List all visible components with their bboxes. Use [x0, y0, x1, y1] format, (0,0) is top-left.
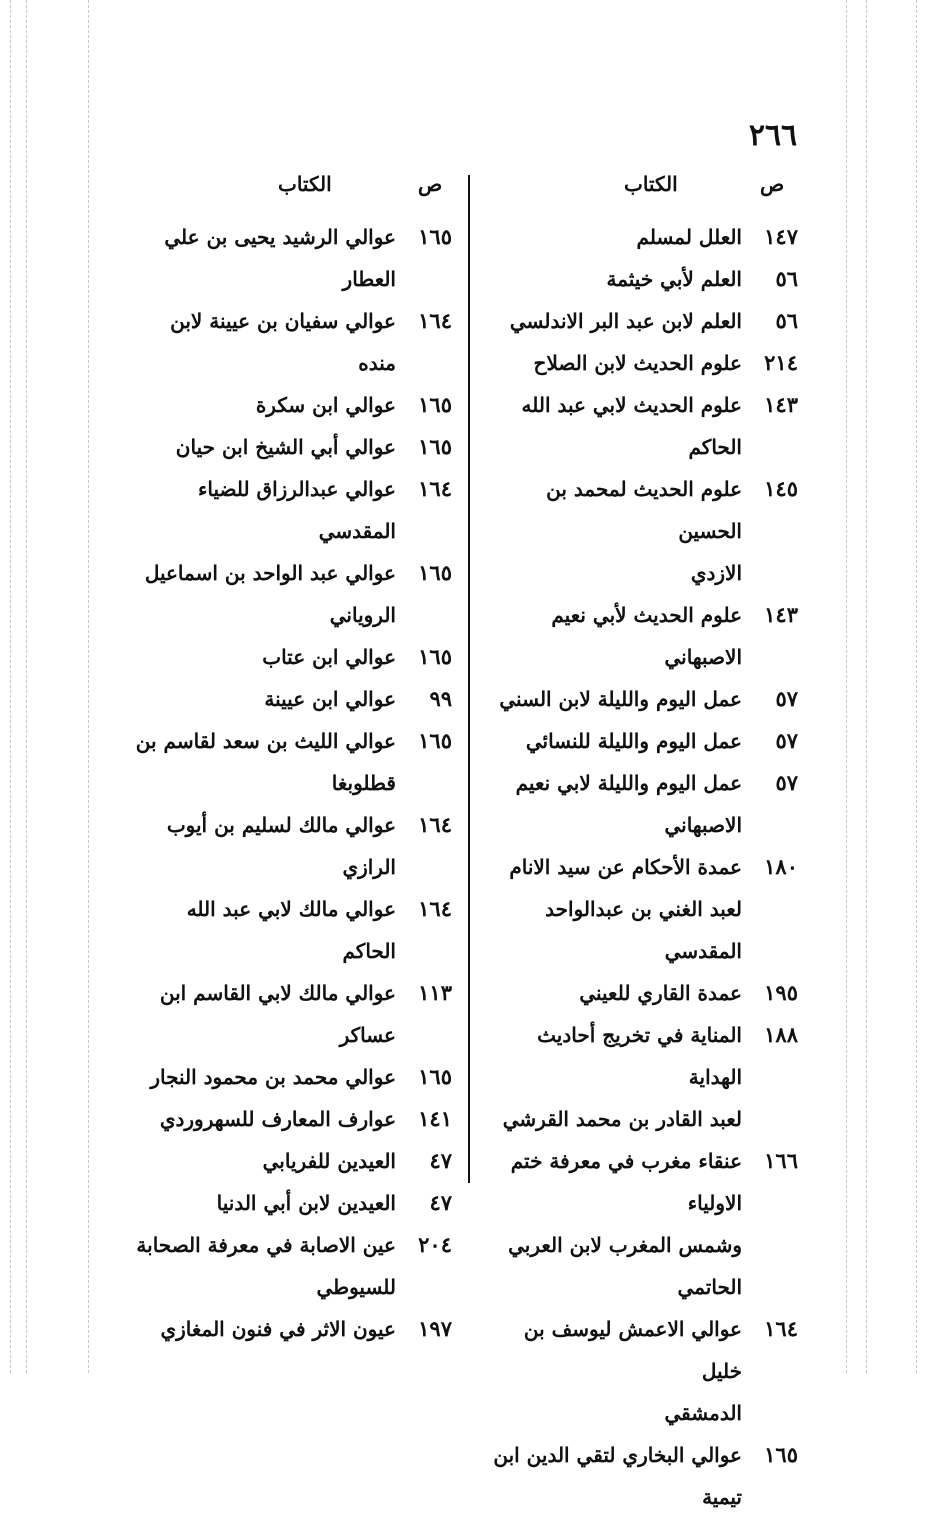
entry-title [486, 1434, 742, 1518]
entry-page-number: ١٦٥ [764, 1442, 798, 1467]
index-entry [128, 804, 452, 888]
left-header-page: ص [418, 172, 443, 196]
scan-margin-line [26, 0, 27, 1373]
entry-page-number: ١١٣ [418, 980, 452, 1005]
entry-title-line: عمل اليوم والليلة لابي نعيم الاصبهاني [515, 771, 742, 837]
index-entry [128, 552, 452, 636]
entry-page-number: ١٦٤ [418, 308, 452, 333]
entry-page-number: ٩٩ [429, 686, 452, 711]
index-entry [486, 468, 798, 594]
entry-title-line: علوم الحديث لمحمد بن الحسين [546, 477, 742, 543]
index-entry [486, 720, 798, 762]
entry-page-number: ١٤٣ [764, 602, 798, 627]
entry-title-continuation: لعبد الغني بن عبدالواحد المقدسي [545, 897, 742, 963]
entry-title [486, 762, 742, 846]
entry-page-number: ٥٦ [775, 308, 798, 333]
entry-title-continuation: تيمية [702, 1485, 742, 1509]
entry-title-continuation: عساكر [339, 1023, 396, 1047]
entry-title-line: عوارف المعارف للسهروردي [159, 1107, 396, 1131]
index-entry [486, 1140, 798, 1308]
index-entry [128, 1140, 452, 1182]
entry-page-number: ١٦٤ [418, 476, 452, 501]
entry-title-line: عوالي ابن عتاب [262, 645, 396, 669]
entry-title-continuation: للسيوطي [316, 1275, 396, 1299]
entry-title-line: عوالي البخاري لتقي الدين ابن [493, 1443, 742, 1467]
entry-page-number: ١٨٠ [764, 854, 798, 879]
index-entry [486, 216, 798, 258]
index-entry [486, 1434, 798, 1518]
index-entry [486, 678, 798, 720]
entry-title-line: العلل لمسلم [636, 225, 742, 249]
entry-title-line: عوالي سفيان بن عيينة لابن منده [170, 309, 396, 375]
entry-title-line: العلم لأبي خيثمة [606, 267, 742, 291]
index-entry [128, 1056, 452, 1098]
index-entry [486, 762, 798, 846]
entry-title [128, 888, 396, 972]
index-entry [128, 636, 452, 678]
entry-title-line: عوالي مالك لابي عبد الله الحاكم [186, 897, 396, 963]
entry-page-number: ١٨٨ [764, 1022, 798, 1047]
entry-page-number: ١٦٥ [418, 1064, 452, 1089]
entry-page-number: ١٦٥ [418, 560, 452, 585]
entry-title-continuation: الازدي [690, 561, 742, 585]
index-entry [128, 720, 452, 804]
entry-page-number: ١٤٣ [764, 392, 798, 417]
index-entry [128, 384, 452, 426]
index-entry [128, 888, 452, 972]
entry-title [486, 258, 742, 300]
entry-title-line: عوالي محمد بن محمود النجار [150, 1065, 396, 1089]
entry-title [486, 846, 742, 972]
entry-title [486, 342, 742, 384]
entry-title [128, 1140, 396, 1182]
entry-title-line: العلم لابن عبد البر الاندلسي [509, 309, 742, 333]
entry-title [128, 1182, 396, 1224]
entry-title [486, 1308, 742, 1434]
entry-title-continuation: وشمس المغرب لابن العربي الحاتمي [508, 1233, 742, 1299]
entry-title-line: عنقاء مغرب في معرفة ختم الاولياء [510, 1149, 742, 1215]
entry-title [128, 468, 396, 552]
entry-title-continuation: لعبد القادر بن محمد القرشي [502, 1107, 742, 1131]
entry-title-line: عيون الاثر في فنون المغازي [160, 1317, 396, 1341]
entry-page-number: ١٦٤ [418, 896, 452, 921]
scan-margin-line [866, 0, 867, 1373]
entry-page-number: ١٦٥ [418, 728, 452, 753]
entry-page-number: ١٦٥ [418, 434, 452, 459]
entry-title-continuation: قطلوبغا [331, 771, 396, 795]
column-divider [468, 175, 470, 1183]
entry-title-line: علوم الحديث لابن الصلاح [533, 351, 742, 375]
entry-page-number: ٥٧ [775, 686, 798, 711]
scan-margin-line [846, 0, 847, 1373]
index-entry [128, 216, 452, 300]
entry-page-number: ٢٠٤ [418, 1232, 452, 1257]
scan-margin-line [916, 0, 917, 1373]
entry-title-line: عوالي عبد الواحد بن اسماعيل [144, 561, 396, 585]
entry-title [486, 300, 742, 342]
entry-title-line: عوالي الرشيد يحيى بن علي العطار [164, 225, 396, 291]
index-entry [128, 1098, 452, 1140]
entry-title-line: العيدين للفريابي [262, 1149, 396, 1173]
entry-title [486, 594, 742, 678]
entry-title [128, 426, 396, 468]
entry-title-line: عمدة الأحكام عن سيد الانام [509, 855, 742, 879]
entry-title-line: عوالي الليث بن سعد لقاسم بن [135, 729, 396, 753]
right-index-column [486, 216, 798, 1518]
index-entry [486, 258, 798, 300]
index-entry [486, 342, 798, 384]
entry-title [128, 1308, 396, 1350]
page-number: ٢٦٦ [748, 118, 798, 153]
entry-title [486, 1014, 742, 1140]
entry-title [128, 552, 396, 636]
entry-page-number: ١٤٧ [764, 224, 798, 249]
index-entry [128, 468, 452, 552]
entry-title [486, 720, 742, 762]
entry-title-line: العيدين لابن أبي الدنيا [216, 1191, 396, 1215]
entry-title [486, 216, 742, 258]
index-entry [128, 1224, 452, 1308]
entry-page-number: ٥٧ [775, 770, 798, 795]
right-header-book: الكتاب [624, 172, 678, 196]
entry-page-number: ١٦٥ [418, 224, 452, 249]
entry-title [486, 678, 742, 720]
entry-title [128, 678, 396, 720]
entry-title-line: عوالي الاعمش ليوسف بن خليل [523, 1317, 742, 1383]
entry-title-line: عمل اليوم والليلة للنسائي [525, 729, 742, 753]
entry-page-number: ١٩٧ [418, 1316, 452, 1341]
index-entry [486, 300, 798, 342]
entry-title-continuation: الروياني [329, 603, 396, 627]
entry-title-line: علوم الحديث لابي عبد الله الحاكم [521, 393, 742, 459]
entry-page-number: ١٦٤ [764, 1316, 798, 1341]
index-entry [486, 846, 798, 972]
entry-title [128, 636, 396, 678]
entry-title-continuation: الدمشقي [664, 1401, 742, 1425]
entry-title-line: عمدة القاري للعيني [579, 981, 742, 1005]
scan-margin-line [88, 0, 89, 1373]
entry-title-line: علوم الحديث لأبي نعيم الاصبهاني [551, 603, 742, 669]
entry-title-line: عوالي مالك لابي القاسم ابن [159, 981, 396, 1005]
entry-page-number: ١٤١ [418, 1106, 452, 1131]
index-entry [128, 300, 452, 384]
index-entry [128, 678, 452, 720]
index-entry [486, 594, 798, 678]
entry-page-number: ٥٧ [775, 728, 798, 753]
index-entry [128, 1182, 452, 1224]
entry-title [128, 1098, 396, 1140]
entry-title-line: عوالي ابن سكرة [255, 393, 396, 417]
index-entry [486, 384, 798, 468]
left-header-book: الكتاب [278, 172, 332, 196]
index-entry [486, 1308, 798, 1434]
entry-page-number: ١٤٥ [764, 476, 798, 501]
entry-title [486, 384, 742, 468]
entry-title-line: عوالي أبي الشيخ ابن حيان [175, 435, 396, 459]
entry-title [486, 1140, 742, 1308]
index-entry [128, 972, 452, 1056]
scan-margin-line [10, 0, 11, 1373]
entry-title-line: عوالي ابن عيينة [264, 687, 396, 711]
entry-title [128, 720, 396, 804]
entry-title [486, 468, 742, 594]
entry-title [486, 972, 742, 1014]
left-index-column [128, 216, 452, 1350]
entry-page-number: ١٦٦ [764, 1148, 798, 1173]
entry-title-line: عمل اليوم والليلة لابن السني [499, 687, 742, 711]
entry-title [128, 972, 396, 1056]
entry-page-number: ٤٧ [429, 1148, 452, 1173]
entry-title [128, 300, 396, 384]
entry-page-number: ٢١٤ [764, 350, 798, 375]
index-entry [486, 1014, 798, 1140]
entry-title [128, 216, 396, 300]
entry-page-number: ١٦٤ [418, 812, 452, 837]
entry-title [128, 804, 396, 888]
entry-title-line: عوالي مالك لسليم بن أيوب الرازي [166, 813, 396, 879]
entry-page-number: ١٦٥ [418, 644, 452, 669]
entry-title-line: المناية في تخريج أحاديث الهداية [537, 1023, 742, 1089]
entry-page-number: ٤٧ [429, 1190, 452, 1215]
right-header-page: ص [760, 172, 785, 196]
entry-title-line: عين الاصابة في معرفة الصحابة [136, 1233, 396, 1257]
entry-title [128, 1056, 396, 1098]
index-entry [128, 426, 452, 468]
entry-title [128, 384, 396, 426]
index-entry [486, 972, 798, 1014]
entry-page-number: ١٩٥ [764, 980, 798, 1005]
entry-page-number: ٥٦ [775, 266, 798, 291]
entry-page-number: ١٦٥ [418, 392, 452, 417]
index-entry [128, 1308, 452, 1350]
entry-title [128, 1224, 396, 1308]
entry-title-line: عوالي عبدالرزاق للضياء المقدسي [198, 477, 396, 543]
